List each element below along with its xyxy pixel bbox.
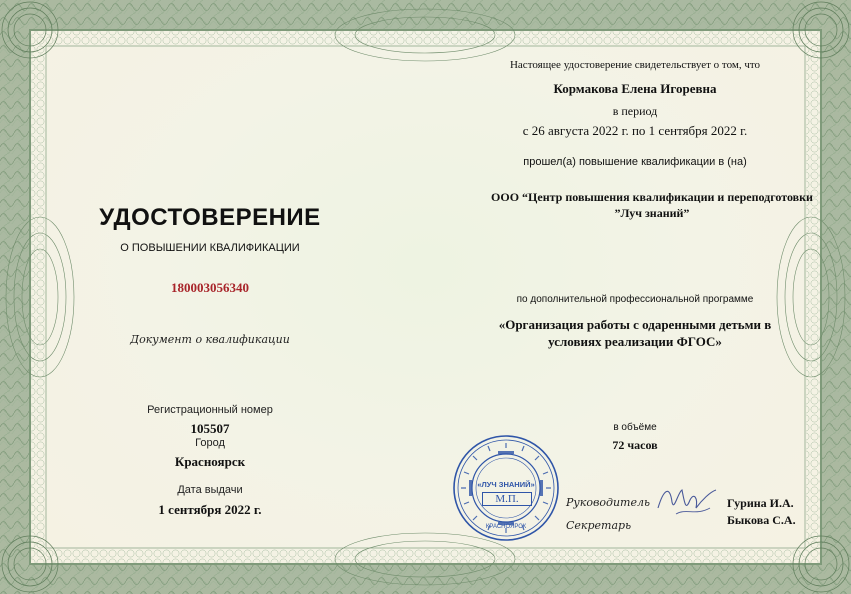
stamp-city: КРАСНОЯРСК: [485, 524, 527, 530]
certificate-subtitle: О ПОВЫШЕНИИ КВАЛИФИКАЦИИ: [120, 242, 300, 254]
city-label: Город: [195, 437, 225, 449]
document-type: Документ о квалификации: [130, 333, 290, 346]
head-label: Руководитель: [566, 496, 650, 509]
registration-label: Регистрационный номер: [147, 404, 273, 416]
recipient-name: Кормакова Елена Игоревна: [553, 81, 717, 96]
intro-text: Настоящее удостоверение свидетельствует о том, что: [509, 59, 761, 71]
secretary-name: Быкова С.А.: [727, 513, 796, 527]
stamp-center-text: «ЛУЧ ЗНАНИЙ»: [477, 480, 535, 489]
training-passed-text: прошел(а) повышение квалификации в (на): [523, 156, 747, 168]
program-label: по дополнительной профессиональной программе: [516, 294, 754, 305]
registration-number: 105507: [190, 421, 230, 436]
issue-date: 1 сентября 2022 г.: [158, 502, 262, 517]
document-number: 180003056340: [171, 280, 249, 295]
certificate-title: УДОСТОВЕРЕНИЕ: [99, 204, 321, 231]
organization-line-1: ООО “Центр повышения квалификации и переподготовки: [491, 190, 813, 204]
stamp-mp: М.П.: [482, 492, 532, 506]
program-name-line-2: условиях реализации ФГОС»: [548, 334, 722, 349]
program-name-line-1: «Организация работы с одаренными детьми в: [498, 317, 772, 332]
volume-label: в объёме: [613, 422, 657, 433]
hours-value: 72 часов: [612, 438, 658, 452]
period-dates: с 26 августа 2022 г. по 1 сентября 2022 г.: [522, 123, 748, 138]
organization-line-2: ”Луч знаний”: [614, 206, 690, 220]
period-label: в период: [612, 104, 658, 118]
city-value: Красноярск: [174, 454, 246, 469]
official-stamp: [452, 434, 560, 542]
head-signature: [652, 478, 722, 523]
secretary-label: Секретарь: [566, 519, 632, 532]
head-name: Гурина И.А.: [727, 496, 794, 510]
issue-date-label: Дата выдачи: [177, 484, 243, 496]
